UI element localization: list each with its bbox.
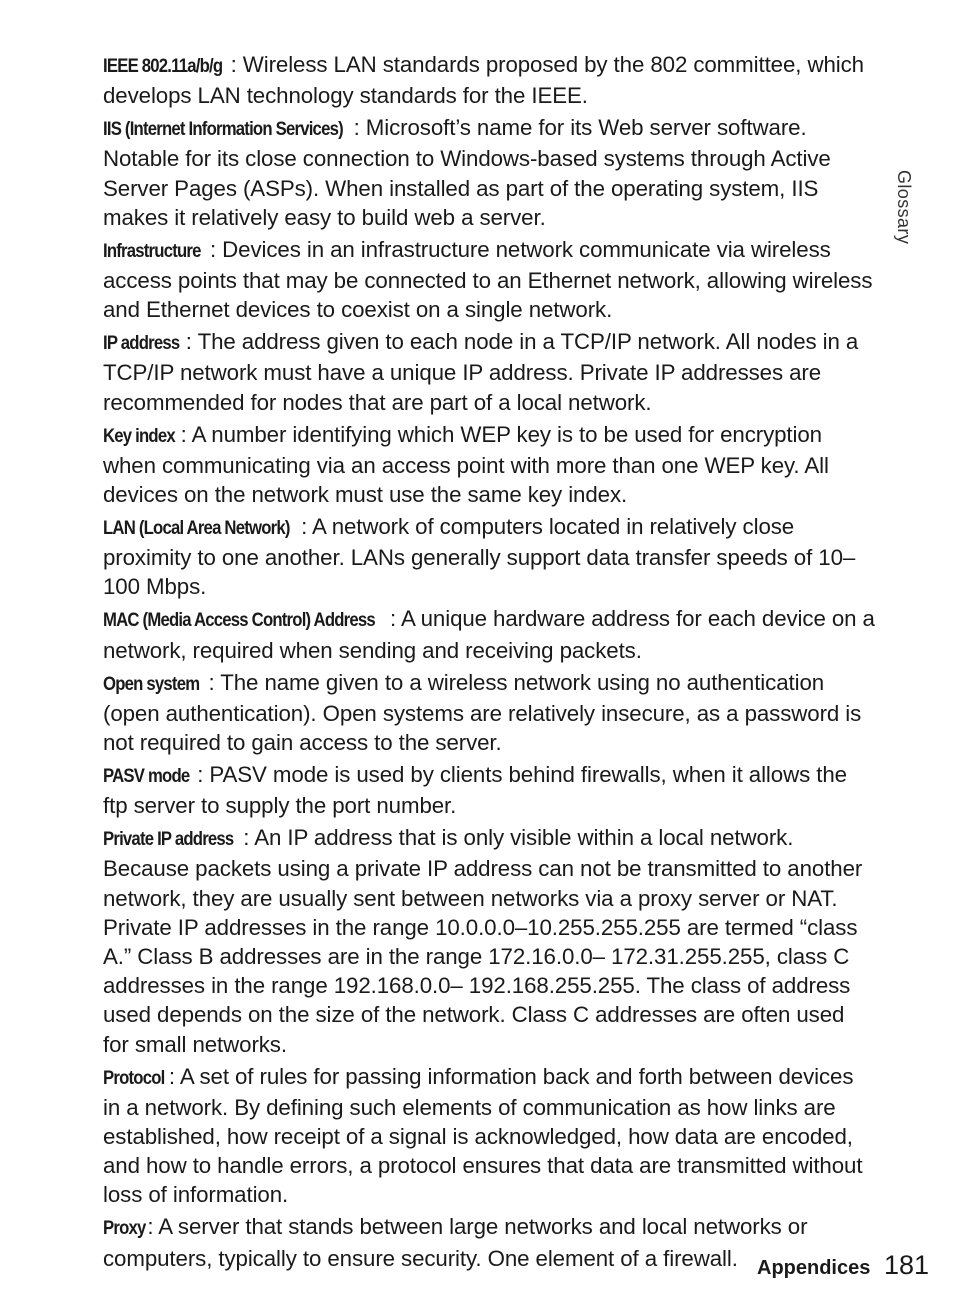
glossary-term: MAC (Media Access Control) Address [103, 610, 375, 632]
glossary-term: IEEE 802.11a/b/g [103, 56, 223, 77]
glossary-definition: A server that stands between large networks and local networks or computers, typically to ensure security. One element of a firewall. [103, 1214, 808, 1271]
glossary-term: Infrastructure [103, 240, 201, 262]
glossary-term: Protocol [103, 1067, 165, 1089]
glossary-definition: Microsoft’s name for its Web server software. Notable for its close connection to Windows-based systems through Active Server Pages (ASPs). When installed as part of the operating system, IIS makes it relatively easy to build web a server. [103, 115, 831, 230]
glossary-entry-protocol [103, 1062, 875, 1210]
glossary-entry-lan [103, 512, 875, 602]
glossary-term: Proxy [103, 1218, 146, 1240]
section-tab-glossary: Glossary [894, 170, 914, 245]
term-separator: : [353, 115, 360, 141]
glossary-term: IIS (Internet Information Services) [103, 119, 343, 141]
glossary-term: IP address [103, 333, 180, 355]
glossary-definition: PASV mode is used by clients behind firewalls, when it allows the ftp server to supply the port number. [103, 762, 847, 819]
glossary-definition: A unique hardware address for each device on a network, required when sending and receiving packets. [103, 606, 875, 663]
term-separator: : [243, 825, 250, 851]
term-separator: : [390, 606, 397, 632]
page-number: 181 [884, 1250, 930, 1280]
term-separator: : [230, 52, 237, 77]
glossary-term: PASV mode [103, 766, 190, 788]
term-separator: : [209, 236, 217, 262]
term-separator: : [185, 329, 192, 355]
term-separator: : [208, 669, 215, 695]
glossary-entry-open-system [103, 668, 875, 758]
footer-section-label: Appendices [757, 1257, 871, 1279]
glossary-entry-private-ip [103, 823, 875, 1059]
glossary-definition: A set of rules for passing information back and forth between devices in a network. By defining such elements of communication as how links are established, how receipt of a signal is acknowledged, how data are encoded, and how to handle errors, a protocol ensures that data are transmitted without loss of information. [103, 1063, 863, 1208]
glossary-definition: A network of computers located in relatively close proximity to one another. LANs generally support data transfer speeds of 10–100 Mbps. [103, 514, 856, 600]
glossary-entry-key-index [103, 420, 875, 510]
glossary-entry-pasv-mode [103, 760, 875, 820]
term-separator: : [180, 421, 187, 447]
glossary-list [103, 50, 875, 1276]
glossary-term: Open system [103, 673, 200, 695]
glossary-term: Key index [103, 425, 175, 447]
glossary-entry-ieee [103, 50, 875, 110]
glossary-entry-iis [103, 113, 875, 232]
glossary-entry-ip-address [103, 327, 875, 417]
glossary-term: LAN (Local Area Network) [103, 518, 290, 540]
term-separator: : [168, 1063, 175, 1089]
glossary-definition: The name given to a wireless network using no authentication (open authentication). Open systems are relatively insecure, as a password is not required to gain access to the server. [103, 669, 862, 756]
glossary-definition: The address given to each node in a TCP/IP network. All nodes in a TCP/IP network must have a unique IP address. Private IP addresses are recommended for nodes that are part of a local network. [103, 329, 859, 415]
glossary-definition: Devices in an infrastructure network communicate via wireless access points that may be connected to an Ethernet network, allowing wireless and Ethernet devices to coexist on a single network. [103, 236, 873, 323]
glossary-definition: An IP address that is only visible within a local network. Because packets using a private IP address can not be transmitted to another network, they are usually sent between networks via a proxy server or NAT. Private IP addresses in the range 10.0.0.0–10.255.255.255 are termed “class A.” Class B addresses are in the range 172.16.0.0– 172.31.255.255, class C addresses in the range 192.168.0.0– 192.168.255.255. The class of address used depends on the size of the network. Class C addresses are often used for small networks. [103, 825, 863, 1057]
glossary-term: Private IP address [103, 829, 234, 851]
term-separator: : [197, 762, 204, 788]
glossary-definition: A number identifying which WEP key is to be used for encryption when communicating via an access point with more than one WEP key. All devices on the network must use the same key index. [103, 421, 829, 508]
term-separator: : [147, 1214, 154, 1240]
term-separator: : [301, 514, 308, 540]
glossary-entry-infrastructure [103, 235, 875, 325]
glossary-definition: Wireless LAN standards proposed by the 802 committee, which develops LAN technology standards for the IEEE. [103, 52, 864, 109]
glossary-entry-mac-address [103, 604, 875, 664]
